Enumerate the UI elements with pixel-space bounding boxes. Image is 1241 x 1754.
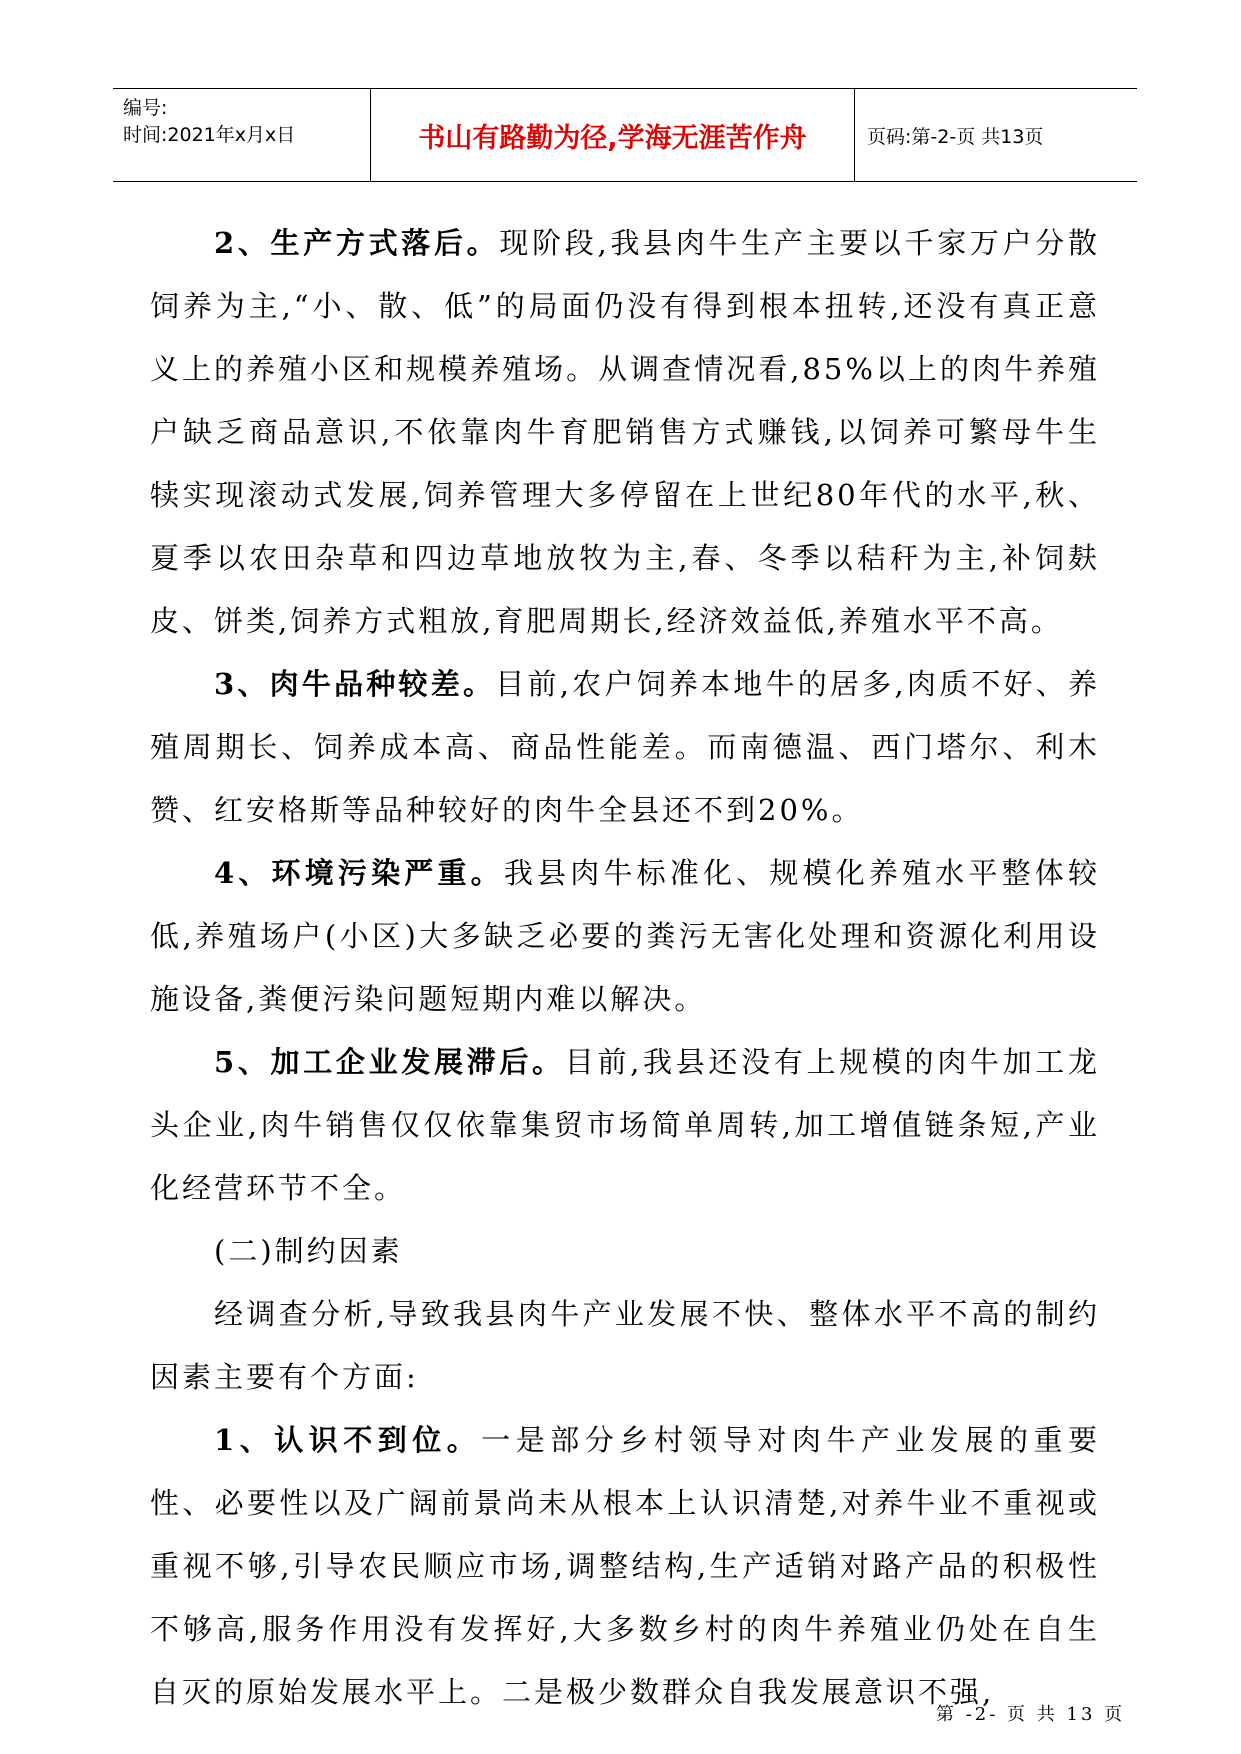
paragraph-heading: 3、肉牛品种较差。 [214,667,496,701]
header-motto: 书山有路勤为径,学海无涯苦作舟 [371,89,855,181]
paragraph [150,1031,1100,1220]
header-meta [113,89,371,181]
paragraph-text: 现阶段,我县肉牛生产主要以千家万户分散饲养为主,“小、散、低”的局面仍没有得到根本扭转,还没有真正意义上的养殖小区和规模养殖场。从调查情况看,85%以上的肉牛养殖户缺乏商品意识,不依靠肉牛育肥销售方式赚钱,以饲养可繁母牛生犊实现滚动式发展,饲养管理大多停留在上世纪80年代的水平,秋、夏季以农田杂草和四边草地放牧为主,春、冬季以秸秆为主,补饲麸皮、饼类,饲养方式粗放,育肥周期长,经济效益低,养殖水平不高。 [150,226,1100,638]
paragraph-text: 经调查分析,导致我县肉牛产业发展不快、整体水平不高的制约因素主要有个方面: [150,1297,1100,1394]
header-page-label: 页码:第-2-页 共13页 [867,125,1044,148]
document-body [150,212,1100,1724]
paragraph [150,1409,1100,1724]
paragraph-heading: 5、加工企业发展滞后。 [214,1045,565,1079]
paragraph-heading: 2、生产方式落后。 [214,226,500,260]
paragraph [150,212,1100,653]
paragraph-text: 我县肉牛标准化、规模化养殖水平整体较低,养殖场户(小区)大多缺乏必要的粪污无害化处理和资源化利用设施设备,粪便污染问题短期内难以解决。 [150,856,1100,1016]
section-heading [150,1220,1100,1283]
paragraph-heading: 1、认识不到位。 [214,1423,482,1457]
paragraph-text: 一是部分乡村领导对肉牛产业发展的重要性、必要性以及广阔前景尚未从根本上认识清楚,对养牛业不重视或重视不够,引导农民顺应市场,调整结构,生产适销对路产品的积极性不够高,服务作用没有发挥好,大多数乡村的肉牛养殖业仍处在自生自灭的原始发展水平上。二是极少数群众自我发展意识不强, [150,1423,1100,1709]
paragraph-text: 目前,农户饲养本地牛的居多,肉质不好、养殖周期长、饲养成本高、商品性能差。而南德温、西门塔尔、利木赞、红安格斯等品种较好的肉牛全县还不到20%。 [150,667,1100,827]
time-label: 时间:2021年x月x日 [123,124,296,146]
number-label: 编号: [123,97,168,119]
paragraph [150,842,1100,1031]
paragraph-heading: 4、环境污染严重。 [214,856,504,890]
section-heading-text: (二)制约因素 [214,1234,403,1268]
paragraph [150,653,1100,842]
page-footer: 第 -2- 页 共 13 页 [936,1704,1126,1725]
paragraph [150,1283,1100,1409]
paragraph-text: 目前,我县还没有上规模的肉牛加工龙头企业,肉牛销售仅仅依靠集贸市场简单周转,加工增值链条短,产业化经营环节不全。 [150,1045,1100,1205]
document-header [113,88,1137,182]
